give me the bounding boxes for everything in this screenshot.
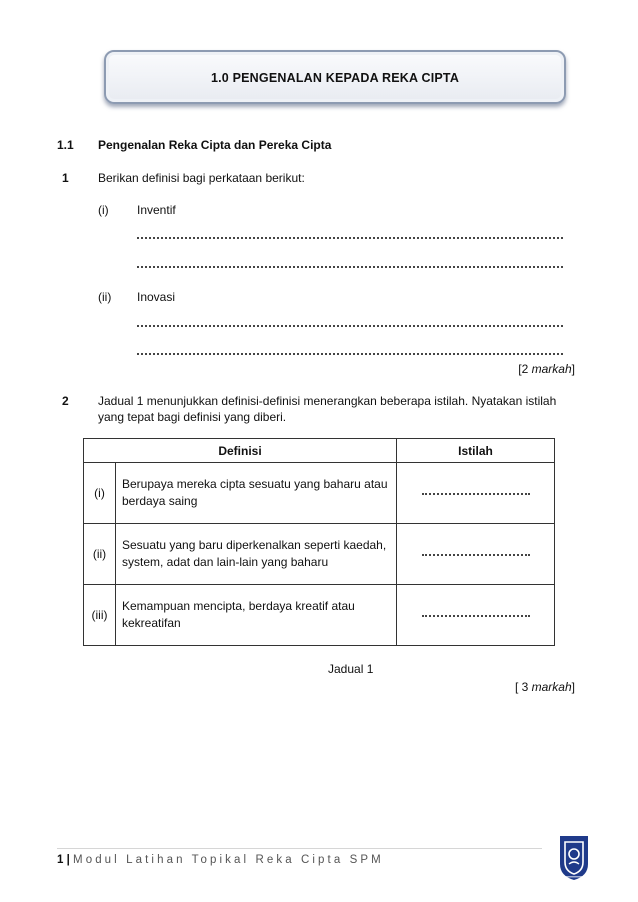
table-header-row [84, 439, 555, 463]
answer-line[interactable] [422, 554, 530, 556]
page-number: 1 [57, 854, 64, 866]
q2-marks: [ 3 markah] [514, 680, 575, 694]
chapter-title-box [104, 50, 566, 104]
row-label: (iii) [84, 585, 116, 646]
question-2-text-line1: Jadual 1 menunjukkan definisi-definisi menerangkan beberapa istilah. Nyatakan istilah [98, 394, 557, 408]
table-caption: Jadual 1 [328, 662, 374, 676]
istilah-answer-cell[interactable] [397, 463, 555, 524]
definition-table [83, 438, 555, 646]
footer-divider [57, 848, 542, 849]
definition-cell: Berupaya mereka cipta sesuatu yang baharu atau berdaya saing [116, 463, 397, 524]
question-2-text-line2: yang tepat bagi definisi yang diberi. [98, 410, 287, 424]
question-2-number: 2 [62, 394, 69, 408]
q1-marks: [2 markah] [518, 362, 575, 376]
section-title: Pengenalan Reka Cipta dan Pereka Cipta [98, 138, 332, 152]
q1-item-term: Inventif [137, 203, 176, 217]
section-number: 1.1 [57, 138, 74, 152]
footer-separator: | [63, 854, 74, 866]
school-crest-icon [556, 834, 592, 882]
question-1-text: Berikan definisi bagi perkataan berikut: [98, 171, 305, 185]
answer-line[interactable] [137, 325, 563, 327]
table-row [84, 585, 555, 646]
answer-line[interactable] [422, 493, 530, 495]
question-1-number: 1 [62, 171, 69, 185]
footer [57, 854, 384, 866]
answer-line[interactable] [137, 353, 563, 355]
answer-line[interactable] [422, 615, 530, 617]
answer-line[interactable] [137, 266, 563, 268]
table-row [84, 524, 555, 585]
row-label: (i) [84, 463, 116, 524]
column-header-definisi: Definisi [84, 439, 397, 463]
q1-item-label: (i) [98, 203, 109, 217]
istilah-answer-cell[interactable] [397, 524, 555, 585]
answer-line[interactable] [137, 237, 563, 239]
istilah-answer-cell[interactable] [397, 585, 555, 646]
q1-item-term: Inovasi [137, 290, 176, 304]
table-row [84, 463, 555, 524]
row-label: (ii) [84, 524, 116, 585]
chapter-title: 1.0 PENGENALAN KEPADA REKA CIPTA [210, 71, 460, 85]
column-header-istilah: Istilah [397, 439, 555, 463]
definition-cell: Kemampuan mencipta, berdaya kreatif atau kekreatifan [116, 585, 397, 646]
definition-cell: Sesuatu yang baru diperkenalkan seperti kaedah, system, adat dan lain-lain yang baharu [116, 524, 397, 585]
footer-text: Modul Latihan Topikal Reka Cipta SPM [73, 854, 384, 866]
q1-item-label: (ii) [98, 290, 112, 304]
